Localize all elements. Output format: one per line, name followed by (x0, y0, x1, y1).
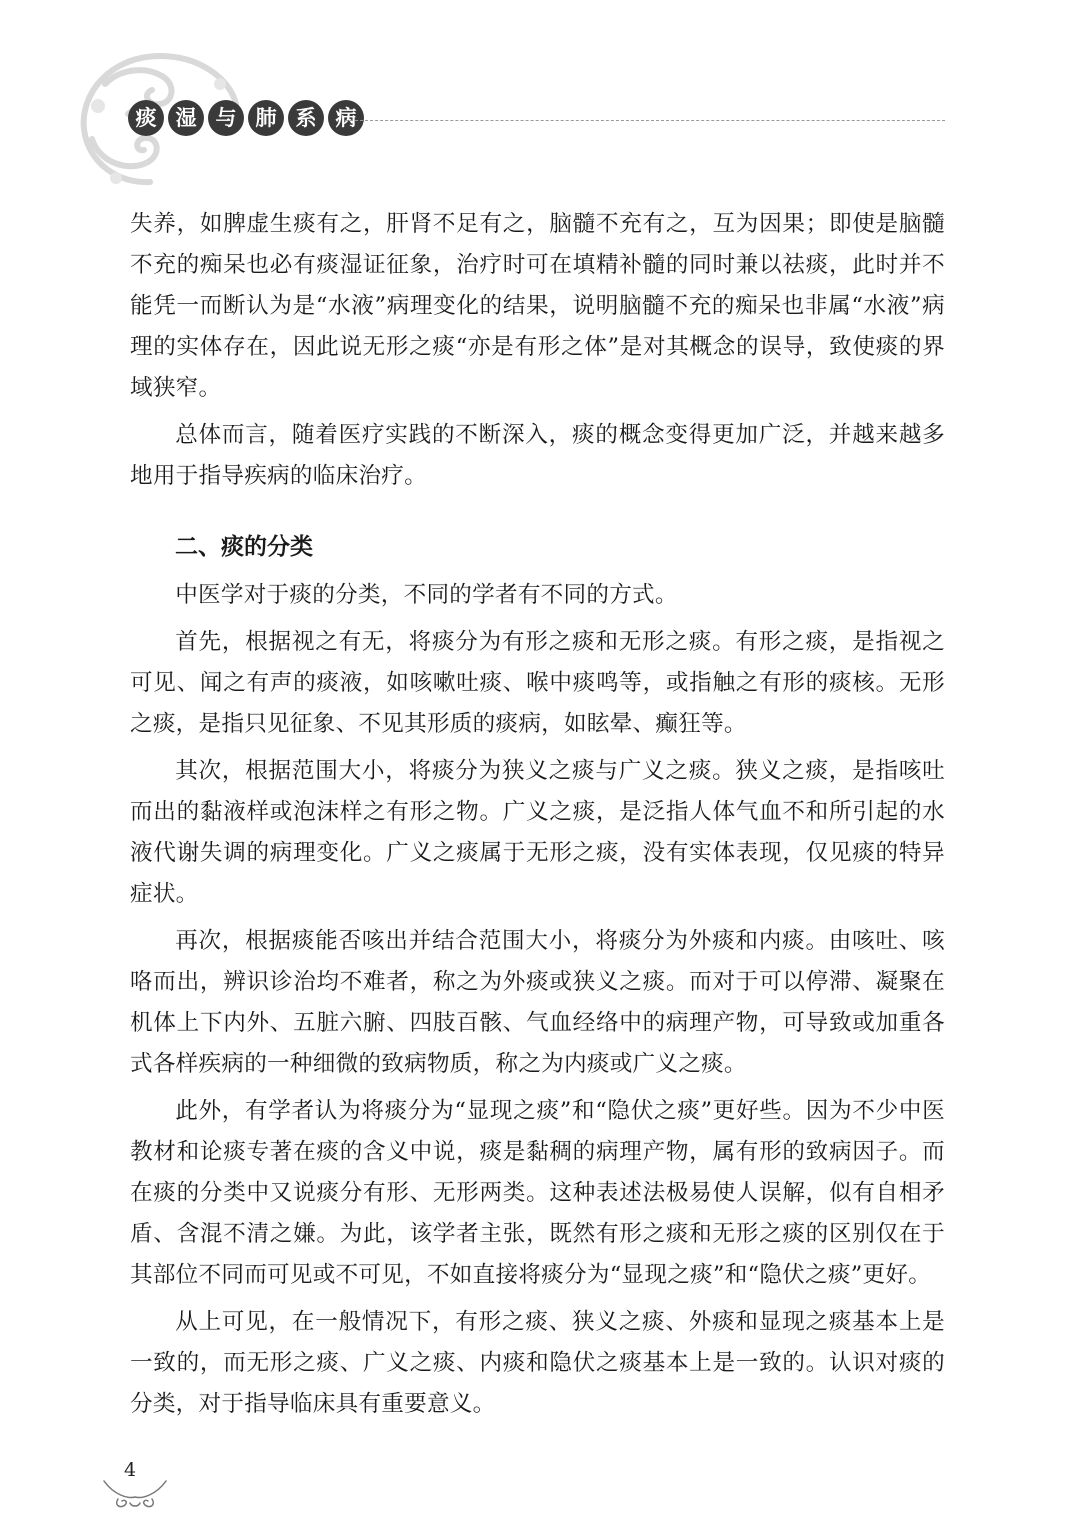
paragraph-first: 首先，根据视之有无，将痰分为有形之痰和无形之痰。有形之痰，是指视之可见、闻之有声的痰液，如咳嗽吐痰、喉中痰鸣等，或指触之有形的痰核。无形之痰，是指只见征象、不见其形质的痰病，如眩晕、癫狂等。 (130, 629, 945, 737)
book-title-char: 病 (328, 100, 364, 136)
page-body (130, 204, 945, 1425)
paragraph-conclusion: 从上可见，在一般情况下，有形之痰、狭义之痰、外痰和显现之痰基本上是一致的，而无形之痰、广义之痰、内痰和隐伏之痰基本上是一致的。认识对痰的分类，对于指导临床具有重要意义。 (130, 1309, 945, 1417)
paragraph-second: 其次，根据范围大小，将痰分为狭义之痰与广义之痰。狭义之痰，是指咳吐而出的黏液样或泡沫样之有形之物。广义之痰，是泛指人体气血不和所引起的水液代谢失调的病理变化。广义之痰属于无形之痰，没有实体表现，仅见痰的特异症状。 (130, 758, 945, 907)
page-header (0, 0, 1087, 200)
book-title-char: 系 (288, 100, 324, 136)
book-title-char: 与 (208, 100, 244, 136)
book-title-char: 湿 (168, 100, 204, 136)
paragraph-summary: 总体而言，随着医疗实践的不断深入，痰的概念变得更加广泛，并越来越多地用于指导疾病的临床治疗。 (130, 422, 945, 489)
paragraph-intro: 中医学对于痰的分类，不同的学者有不同的方式。 (175, 582, 678, 608)
page-number: 4 (124, 1459, 137, 1481)
page-footer (100, 1455, 180, 1515)
header-divider (345, 120, 945, 121)
footer-ornament-icon (100, 1473, 170, 1513)
paragraph-also: 此外，有学者认为将痰分为“显现之痰”和“隐伏之痰”更好些。因为不少中医教材和论痰专著在痰的含义中说，痰是黏稠的病理产物，属有形的致病因子。而在痰的分类中又说痰分有形、无形两类。这种表述法极易使人误解，似有自相矛盾、含混不清之嫌。为此，该学者主张，既然有形之痰和无形之痰的区别仅在于其部位不同而可见或不可见，不如直接将痰分为“显现之痰”和“隐伏之痰”更好。 (130, 1098, 945, 1288)
section-heading: 二、痰的分类 (175, 534, 313, 560)
book-title-char: 痰 (128, 100, 164, 136)
paragraph-third: 再次，根据痰能否咳出并结合范围大小，将痰分为外痰和内痰。由咳吐、咳咯而出，辨识诊治均不难者，称之为外痰或狭义之痰。而对于可以停滞、凝聚在机体上下内外、五脏六腑、四肢百骸、气血经络中的病理产物，可导致或加重各式各样疾病的一种细微的致病物质，称之为内痰或广义之痰。 (130, 928, 945, 1077)
book-title-char: 肺 (248, 100, 284, 136)
paragraph-continued: 失养，如脾虚生痰有之，肝肾不足有之，脑髓不充有之，互为因果；即使是脑髓不充的痴呆也必有痰湿证征象，治疗时可在填精补髓的同时兼以祛痰，此时并不能凭一而断认为是“水液”病理变化的结果，说明脑髓不充的痴呆也非属“水液”病理的实体存在，因此说无形之痰“亦是有形之体”是对其概念的误导，致使痰的界域狭窄。 (130, 211, 945, 401)
book-title (128, 100, 364, 136)
